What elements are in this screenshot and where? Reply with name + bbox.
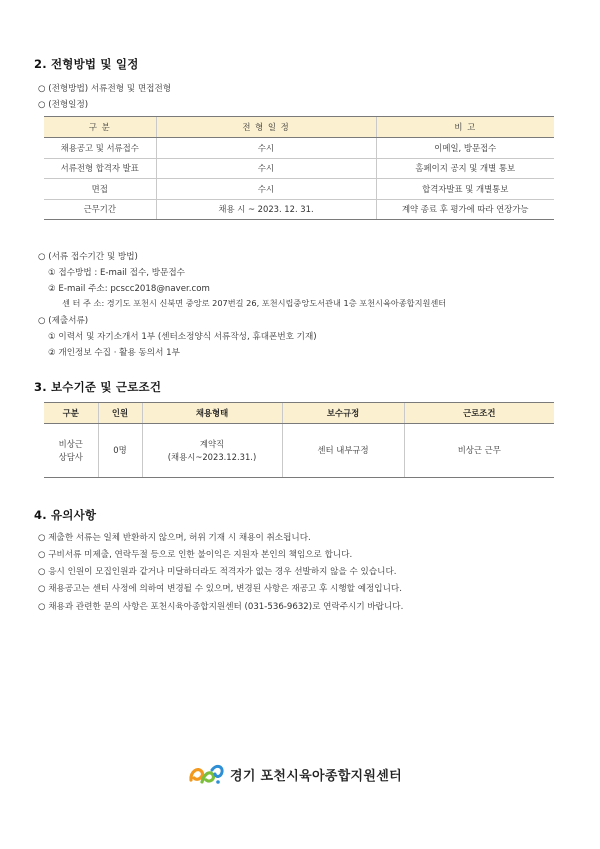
table-cell: 합격자발표 및 개별통보 xyxy=(376,179,554,200)
position-line-2: 상담사 xyxy=(58,451,83,462)
header-pay-rule: 보수규정 xyxy=(282,403,404,424)
header-work-condition: 근로조건 xyxy=(404,403,554,424)
receipt-email: ② E-mail 주소: pcscc2018@naver.com xyxy=(48,284,210,294)
notice-item: ○ 제출한 서류는 일체 반환하지 않으며, 허위 기재 시 채용이 취소됩니다. xyxy=(38,533,311,543)
docs-item-2: ② 개인정보 수집 · 활용 동의서 1부 xyxy=(48,348,180,358)
table-cell: 면접 xyxy=(44,179,156,200)
table-header-row xyxy=(44,117,554,138)
table-row xyxy=(44,424,554,478)
compensation-table xyxy=(44,402,554,478)
table-cell: 채용 시 ~ 2023. 12. 31. xyxy=(156,199,376,220)
schedule-table xyxy=(44,116,554,220)
table-cell: 채용공고 및 서류접수 xyxy=(44,138,156,159)
table-cell: 서류전형 합격자 발표 xyxy=(44,158,156,179)
work-condition-cell: 비상근 근무 xyxy=(404,424,554,478)
section4-title: 4. 유의사항 xyxy=(34,508,97,522)
table-cell: 수시 xyxy=(156,138,376,159)
table-row xyxy=(44,179,554,200)
table-cell: 홈페이지 공지 및 개별 통보 xyxy=(376,158,554,179)
notice-item: ○ 채용과 관련한 문의 사항은 포천시육아종합지원센터 (031-536-9632)로 연락주시기 바랍니다. xyxy=(38,602,404,612)
header-schedule: 전 형 일 정 xyxy=(156,117,376,138)
header-category: 구분 xyxy=(44,403,98,424)
header-employment-type: 채용형태 xyxy=(142,403,282,424)
section2-title: 2. 전형방법 및 일정 xyxy=(34,57,139,71)
header-category: 구 분 xyxy=(44,117,156,138)
employment-type-cell xyxy=(142,424,282,478)
position-line-1: 비상근 xyxy=(58,439,83,450)
receipt-address: 센 터 주 소: 경기도 포천시 신북면 중앙로 207번길 26, 포천시립중앙도서관내 1층 포천시육아종합지원센터 xyxy=(62,298,447,308)
position-cell xyxy=(44,424,98,478)
table-cell: 근무기간 xyxy=(44,199,156,220)
pay-rule-cell: 센터 내부규정 xyxy=(282,424,404,478)
section3-title: 3. 보수기준 및 근로조건 xyxy=(34,380,162,394)
table-header-row xyxy=(44,403,554,424)
table-cell: 계약 종료 후 평가에 따라 연장가능 xyxy=(376,199,554,220)
headcount-cell: 0명 xyxy=(98,424,142,478)
docs-title: ○ (제출서류) xyxy=(38,316,89,326)
notice-item: ○ 구비서류 미제출, 연락두절 등으로 인한 불이익은 지원자 본인의 책임으로 합니다. xyxy=(38,550,353,560)
method-line: ○ (전형방법) 서류전형 및 면접전형 xyxy=(38,84,172,94)
notice-item: ○ 응시 인원이 모집인원과 같거나 미달하더라도 적격자가 없는 경우 선발하지 않을 수 있습니다. xyxy=(38,567,397,577)
receipt-title: ○ (서류 접수기간 및 방법) xyxy=(38,252,138,262)
employment-type-line-2: (채용시~2023.12.31.) xyxy=(167,451,257,462)
schedule-label: ○ (전형일정) xyxy=(38,100,89,110)
receipt-method: ① 접수방법 : E-mail 접수, 방문접수 xyxy=(48,268,185,278)
table-row xyxy=(44,199,554,220)
table-row xyxy=(44,138,554,159)
org-name: 경기 포천시육아종합지원센터 xyxy=(230,768,402,784)
table-cell: 이메일, 방문접수 xyxy=(376,138,554,159)
footer xyxy=(188,762,402,786)
table-cell: 수시 xyxy=(156,179,376,200)
header-headcount: 인원 xyxy=(98,403,142,424)
docs-item-1: ① 이력서 및 자기소개서 1부 (센터소정양식 서류작성, 휴대폰번호 기재) xyxy=(48,332,317,342)
notice-item: ○ 채용공고는 센터 사정에 의하여 변경될 수 있으며, 변경된 사항은 재공고 후 시행할 예정입니다. xyxy=(38,584,402,594)
table-cell: 수시 xyxy=(156,158,376,179)
table-row xyxy=(44,158,554,179)
header-note: 비 고 xyxy=(376,117,554,138)
employment-type-line-1: 계약직 xyxy=(199,439,225,450)
org-logo-icon xyxy=(188,762,226,786)
